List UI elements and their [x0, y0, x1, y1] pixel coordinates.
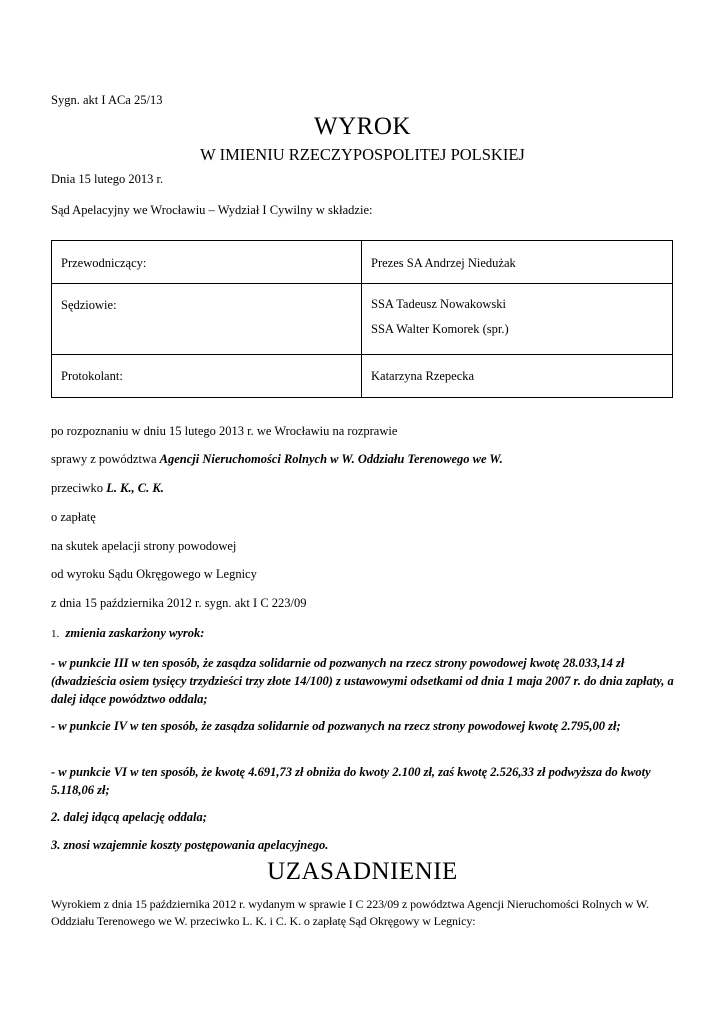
claim-line: [51, 452, 503, 467]
ruling-item-2: 2. dalej idącą apelację oddala;: [51, 810, 207, 824]
ruling-point-iii: - w punkcie III w ten sposób, że zasądza solidarnie od pozwanych na rzecz strony powodowej kwotę 28.033,14 zł (dwadzieścia osiem tysięcy trzydzieści trzy złote 14/100) z ustawowymi odsetkami od dnia 1 maja 2007 r. do dnia zapłaty, a dalej idące powództwo oddala;: [51, 656, 674, 706]
presiding-label: Przewodniczący:: [52, 241, 362, 284]
ruling-item-1-text: zmienia zaskarżony wyrok:: [65, 626, 205, 640]
clerk-value: Katarzyna Rzepecka: [362, 355, 673, 398]
judgment-date: Dnia 15 lutego 2013 r.: [51, 172, 164, 186]
presiding-value: Prezes SA Andrzej Niedużak: [362, 241, 673, 284]
appeal-line: na skutek apelacji strony powodowej: [51, 539, 237, 553]
judgment-date-line: z dnia 15 października 2012 r. sygn. akt I C 223/09: [51, 596, 307, 610]
judges-cell: [362, 284, 673, 355]
subject-line: o zapłatę: [51, 510, 96, 524]
against-prefix: przeciwko: [51, 481, 107, 495]
ruling-point-iv: - w punkcie IV w ten sposób, że zasądza solidarnie od pozwanych na rzecz strony powodowej kwotę 2.795,00 zł;: [51, 719, 621, 733]
case-signature: Sygn. akt I ACa 25/13: [51, 93, 163, 107]
justification-title: UZASADNIENIE: [267, 858, 458, 885]
judges-label: Sędziowie:: [52, 284, 362, 355]
panel-row-judges: [52, 284, 673, 355]
judgment-subtitle: W IMIENIU RZECZYPOSPOLITEJ POLSKIEJ: [200, 145, 525, 164]
clerk-label: Protokolant:: [52, 355, 362, 398]
judgment-title: WYROK: [314, 113, 411, 140]
ruling-item-1-number: 1.: [51, 628, 60, 640]
judge-2: SSA Walter Komorek (spr.): [371, 322, 509, 336]
court-composition: Sąd Apelacyjny we Wrocławiu – Wydział I Cywilny w składzie:: [51, 203, 373, 217]
ruling-item-3: 3. znosi wzajemnie koszty postępowania apelacyjnego.: [51, 838, 329, 852]
claim-prefix: sprawy z powództwa: [51, 452, 160, 466]
against-line: [51, 481, 164, 496]
panel-row-clerk: [52, 355, 673, 398]
defendants-names: L. K., C. K.: [106, 481, 164, 495]
judge-1: SSA Tadeusz Nowakowski: [371, 297, 507, 311]
claimant-name: Agencji Nieruchomości Rolnych w W. Oddziału Terenowego we W.: [159, 452, 503, 466]
justification-paragraph: Wyrokiem z dnia 15 października 2012 r. wydanym w sprawie I C 223/09 z powództwa Agencji Nieruchomości Rolnych w W. Oddziału Terenowego we W. przeciwko L. K. i C. K. o zapłatę Sąd Okręgowy w Legnicy:: [51, 897, 649, 928]
ruling-item-1: [51, 626, 204, 641]
panel-row-presiding: [52, 241, 673, 284]
ruling-point-vi: - w punkcie VI w ten sposób, że kwotę 4.691,73 zł obniża do kwoty 2.100 zł, zaś kwotę 2.526,33 zł podwyższa do kwoty 5.118,06 zł;: [51, 765, 651, 797]
court-panel-table: [51, 240, 673, 398]
from-judgment-line: od wyroku Sądu Okręgowego w Legnicy: [51, 567, 257, 581]
hearing-line: po rozpoznaniu w dniu 15 lutego 2013 r. we Wrocławiu na rozprawie: [51, 424, 398, 438]
